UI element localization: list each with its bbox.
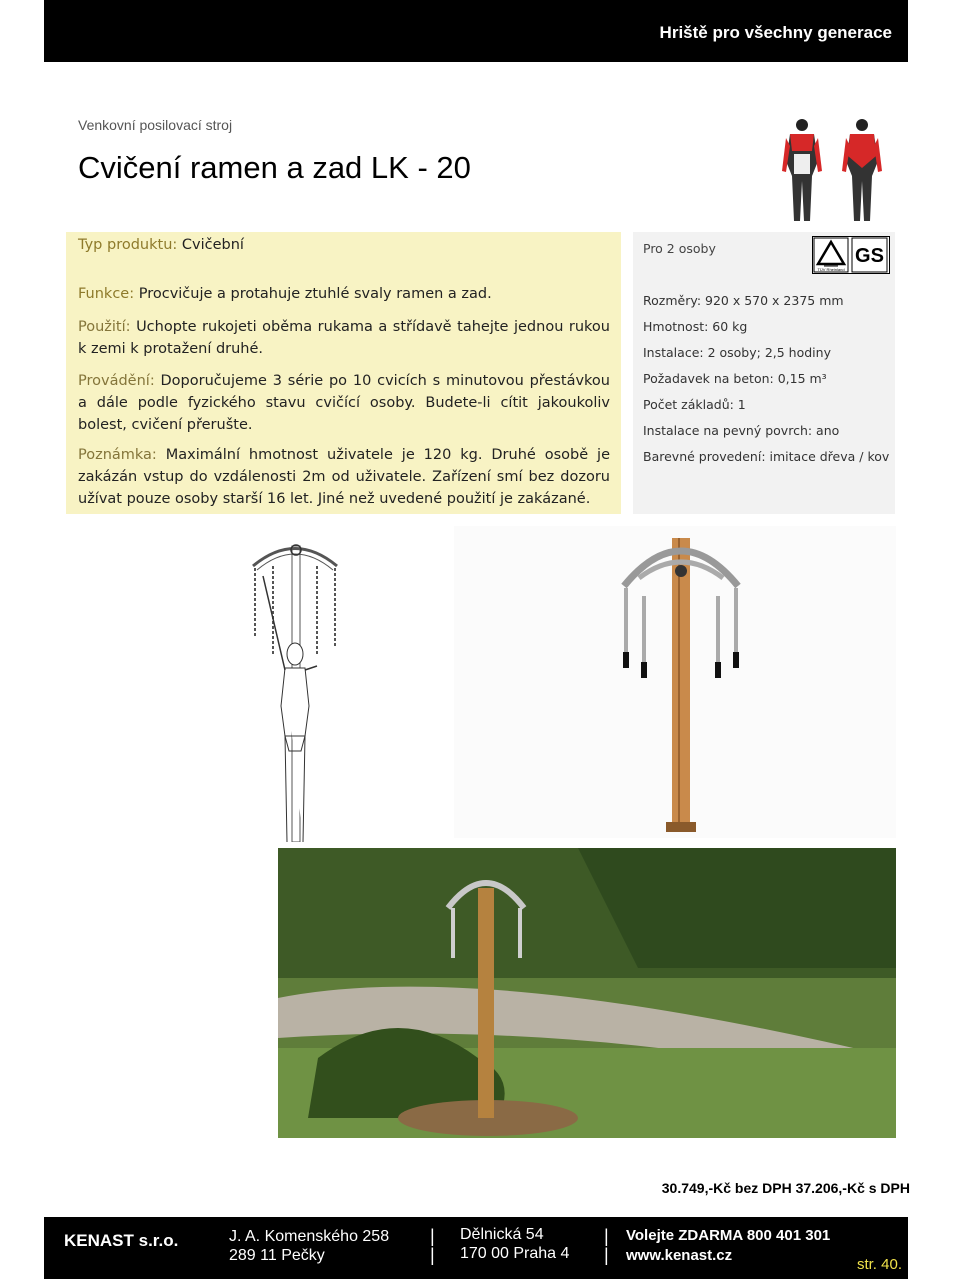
address-2-line-2: 170 00 Praha 4 xyxy=(460,1245,570,1262)
address-2-line-1: Dělnická 54 xyxy=(460,1226,544,1243)
spec-dimensions: Rozměry: 920 x 570 x 2375 mm xyxy=(643,293,844,308)
spec-installation: Instalace: 2 osoby; 2,5 hodiny xyxy=(643,345,831,360)
muscle-diagram-image xyxy=(772,116,892,224)
free-phone: Volejte ZDARMA 800 401 301 xyxy=(626,1227,831,1244)
usage-label: Použití: xyxy=(78,319,131,335)
website-link[interactable]: www.kenast.cz xyxy=(626,1247,733,1264)
function-value: Procvičuje a protahuje ztuhlé svaly ramen a zad. xyxy=(138,286,492,302)
execution-label: Provádění: xyxy=(78,373,155,389)
outdoor-photo xyxy=(278,848,896,1138)
specs-box xyxy=(633,232,895,514)
footer-bar xyxy=(44,1217,908,1279)
separator: | xyxy=(604,1226,609,1246)
svg-text:GS: GS xyxy=(855,245,884,267)
persons-label: Pro 2 osoby xyxy=(643,241,716,256)
usage-drawing-image xyxy=(245,536,345,842)
spec-concrete: Požadavek na beton: 0,15 m³ xyxy=(643,371,827,386)
function-label: Funkce: xyxy=(78,286,135,302)
header-title: Hriště pro všechny generace xyxy=(659,23,892,42)
separator: | xyxy=(430,1245,435,1265)
company-name: KENAST s.r.o. xyxy=(64,1231,179,1250)
tuv-gs-logo xyxy=(812,236,890,274)
price: 30.749,-Kč bez DPH 37.206,-Kč s DPH xyxy=(661,1180,910,1196)
execution-value: Doporučujeme 3 série po 10 cvicích s minutovou přestávkou a dále podle fyzického stavu cvičící osoby. Budete-li cítit jakoukoliv bolest, cvičení přerušte. xyxy=(78,373,610,433)
usage-value: Uchopte rukojeti oběma rukama a střídavě tahejte jednou rukou k zemi k protažení druhé. xyxy=(78,319,610,357)
page-subtitle: Venkovní posilovací stroj xyxy=(78,117,233,133)
separator: | xyxy=(430,1226,435,1246)
spec-foundations: Počet základů: 1 xyxy=(643,397,746,412)
product-type-row xyxy=(78,234,610,256)
note-label: Poznámka: xyxy=(78,447,157,463)
product-info-box xyxy=(66,232,621,514)
product-type-label: Typ produktu: xyxy=(78,237,178,253)
note-value: Maximální hmotnost uživatele je 120 kg. Druhé osobě je zakázán vstup do vzdálenosti 2m od uživatele. Zařízení smí bez dozoru užívat pouze osoby starší 16 let. Jiné než uvedené použití je zakázané. xyxy=(78,447,611,507)
product-type-value: Cvičební xyxy=(181,237,244,253)
page-title: Cvičení ramen a zad LK - 20 xyxy=(78,150,471,185)
svg-text:TÜV Rheinland: TÜV Rheinland xyxy=(817,267,845,272)
separator: | xyxy=(604,1245,609,1265)
product-image xyxy=(454,526,896,838)
address-1-line-1: J. A. Komenského 258 xyxy=(229,1228,390,1245)
front-body-figure xyxy=(782,119,822,221)
page-number: str. 40. xyxy=(856,1256,902,1273)
note-row xyxy=(78,444,610,510)
usage-row xyxy=(78,316,610,360)
address-1-line-2: 289 11 Pečky xyxy=(229,1247,325,1264)
execution-row xyxy=(78,370,610,436)
spec-solid-surface: Instalace na pevný povrch: ano xyxy=(643,423,840,438)
function-row xyxy=(78,283,610,305)
spec-weight: Hmotnost: 60 kg xyxy=(643,319,748,334)
spec-color: Barevné provedení: imitace dřeva / kov xyxy=(643,449,890,464)
header-bar xyxy=(44,0,908,62)
back-body-figure xyxy=(842,119,882,221)
